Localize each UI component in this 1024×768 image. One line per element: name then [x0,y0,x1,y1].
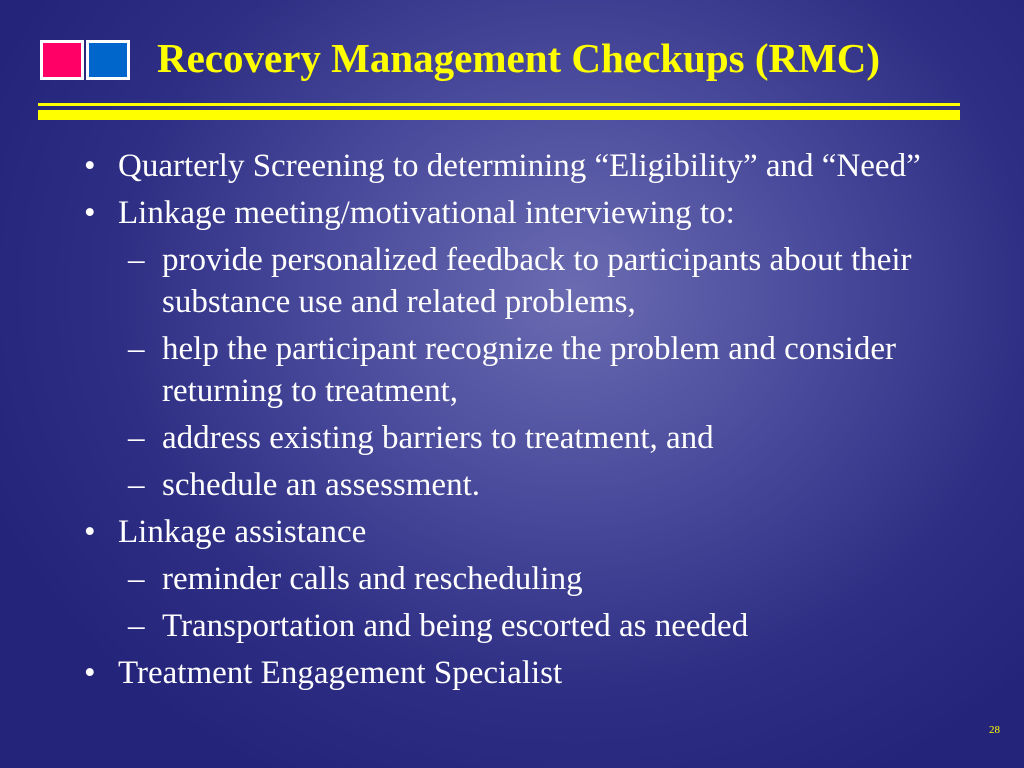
sub-bullet-item [72,328,972,412]
logo-squares [40,40,132,80]
sub-bullet-item [72,464,972,506]
bullet-marker: • [84,655,96,691]
dash-marker: – [128,242,145,278]
slide-title: Recovery Management Checkups (RMC) [157,35,881,81]
title-rule-thin [38,103,960,106]
bullet-marker: • [84,514,96,550]
logo-square-blue [86,40,130,80]
sub-bullet-item [72,605,972,647]
dash-marker: – [128,608,145,644]
bullet-text: Quarterly Screening to determining “Eligibility” and “Need” [118,148,921,184]
dash-marker: – [128,467,145,503]
bullet-item [72,652,972,694]
bullet-marker: • [84,195,96,231]
sub-bullet-item [72,239,972,323]
bullet-text: reminder calls and rescheduling [162,561,583,597]
dash-marker: – [128,420,145,456]
sub-bullet-item [72,417,972,459]
bullet-text: Linkage meeting/motivational interviewing to: [118,195,735,231]
title-rule-thick [38,110,960,120]
sub-bullet-item [72,558,972,600]
bullet-text: provide personalized feedback to participants about their substance use and related problems, [162,242,912,320]
dash-marker: – [128,331,145,367]
bullet-text: address existing barriers to treatment, and [162,420,714,456]
bullet-text: schedule an assessment. [162,467,480,503]
bullet-list [72,140,972,694]
page-number: 28 [989,724,1000,736]
bullet-item [72,192,972,234]
bullet-text: help the participant recognize the problem and consider returning to treatment, [162,331,896,409]
bullet-text: Linkage assistance [118,514,367,550]
bullet-marker: • [84,148,96,184]
bullet-item [72,145,972,187]
dash-marker: – [128,561,145,597]
bullet-text: Transportation and being escorted as needed [162,608,749,644]
logo-square-pink [40,40,84,80]
bullet-text: Treatment Engagement Specialist [118,655,563,691]
bullet-item [72,511,972,553]
